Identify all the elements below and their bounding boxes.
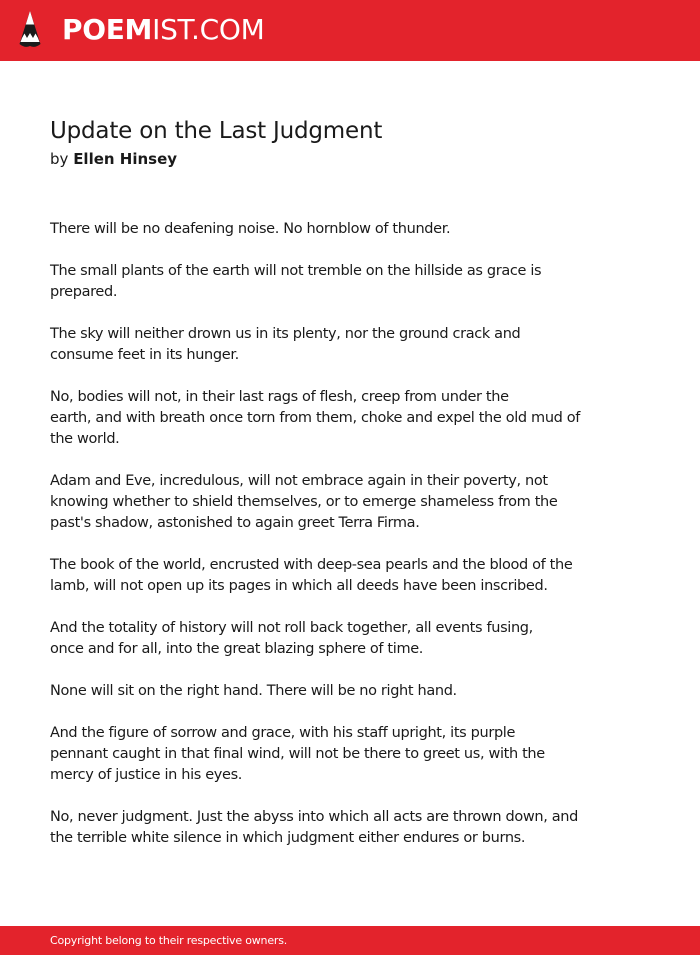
stanza (50, 681, 610, 702)
author-name: Ellen Hinsey (73, 150, 178, 168)
site-header (0, 0, 700, 61)
poem-line: The small plants of the earth will not tremble on the hillside as grace is (50, 263, 542, 279)
poem-line: the world. (50, 431, 120, 447)
poem-line: past's shadow, astonished to again greet Terra Firma. (50, 515, 420, 531)
poem-line: earth, and with breath once torn from them, choke and expel the old mud of (50, 410, 581, 426)
poem-line: There will be no deafening noise. No hornblow of thunder. (50, 221, 451, 237)
site-footer (0, 926, 700, 955)
poem-body (50, 219, 610, 870)
poem-line: And the totality of history will not roll back together, all events fusing, (50, 620, 533, 636)
brand-bold-text: POEM (62, 13, 153, 46)
poem-line: No, never judgment. Just the abyss into which all acts are thrown down, and (50, 809, 578, 825)
stanza (50, 471, 610, 534)
stanza (50, 261, 610, 303)
stanza (50, 807, 610, 849)
poem-line: The book of the world, encrusted with deep-sea pearls and the blood of the (50, 557, 573, 573)
stanza (50, 555, 610, 597)
poem-line: pennant caught in that final wind, will not be there to greet us, with the (50, 746, 545, 762)
stanza (50, 219, 610, 240)
stanza (50, 387, 610, 450)
copyright-text: Copyright belong to their respective owners. (50, 934, 288, 947)
stanza (50, 618, 610, 660)
poem-line: lamb, will not open up its pages in which all deeds have been inscribed. (50, 578, 548, 594)
poem-line: the terrible white silence in which judgment either endures or burns. (50, 830, 526, 846)
poem-line: knowing whether to shield themselves, or to emerge shameless from the (50, 494, 558, 510)
stanza (50, 324, 610, 366)
by-label: by (50, 150, 69, 168)
brand-light-text: IST.COM (152, 13, 265, 46)
poem-line: Adam and Eve, incredulous, will not embrace again in their poverty, not (50, 473, 548, 489)
poem-line: None will sit on the right hand. There will be no right hand. (50, 683, 457, 699)
poem-line: mercy of justice in his eyes. (50, 767, 243, 783)
poem-line: And the figure of sorrow and grace, with his staff upright, its purple (50, 725, 516, 741)
poem-line: consume feet in its hunger. (50, 347, 239, 363)
poem-line: once and for all, into the great blazing sphere of time. (50, 641, 424, 657)
poem-line: prepared. (50, 284, 118, 300)
poem-line: The sky will neither drown us in its plenty, nor the ground crack and (50, 326, 521, 342)
poem-title: Update on the Last Judgment (50, 118, 383, 144)
poem-line: No, bodies will not, in their last rags of flesh, creep from under the (50, 389, 509, 405)
stanza (50, 723, 610, 786)
pencil-tip-icon[interactable] (18, 10, 42, 50)
site-logo[interactable] (62, 13, 265, 47)
byline (50, 149, 177, 169)
